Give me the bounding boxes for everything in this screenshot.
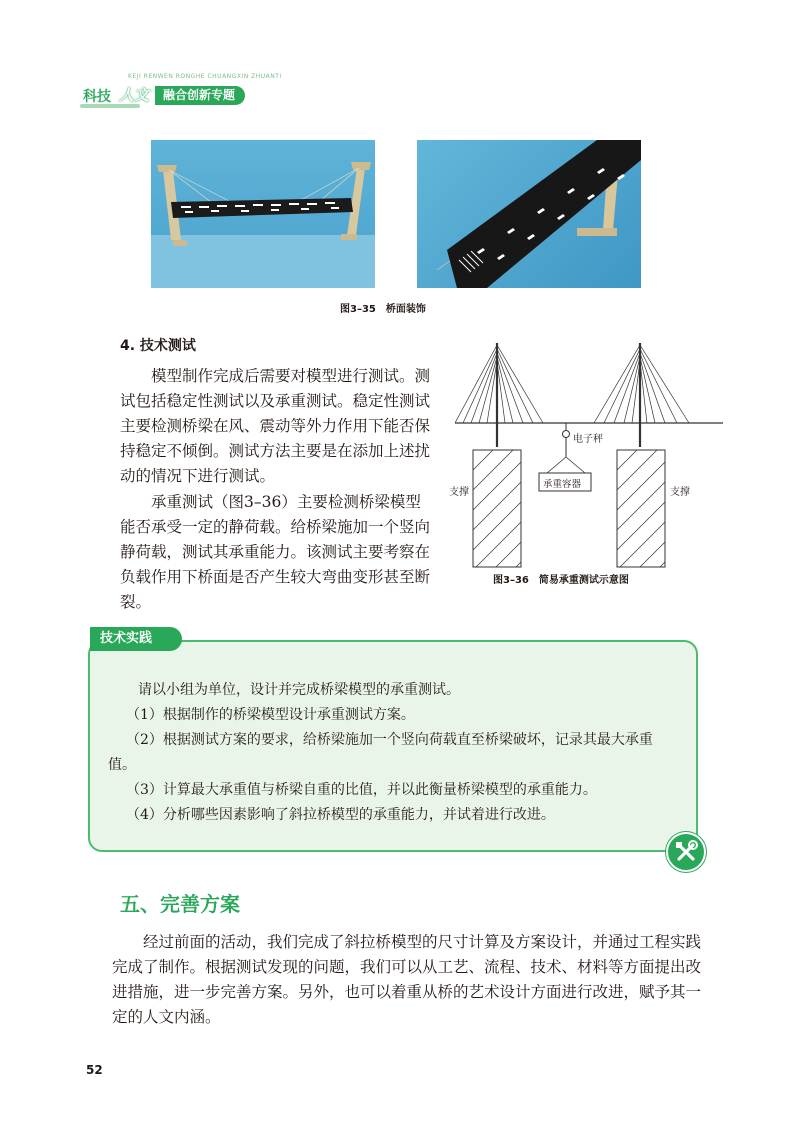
label-electronic-scale: 电子秤 (573, 434, 603, 445)
practice-item-2: （2）根据测试方案的要求，给桥梁施加一个竖向荷载直至桥梁破坏，记录其最大承重值。 (108, 732, 653, 773)
practice-item-1: （1）根据制作的桥梁模型设计承重测试方案。 (126, 707, 415, 723)
section-4-heading: 4. 技术测试 (120, 338, 196, 354)
section-4-paragraph-2: 承重测试（图3–36）主要检测桥梁模型能否承受一定的静荷载。给桥梁施加一个竖向静荷载，测试其承重能力。该测试主要考察在负载作用下桥面是否产生较大弯曲变形甚至断裂。 (120, 493, 431, 611)
label-load-container: 承重容器 (543, 479, 582, 490)
section-5-heading: 五、完善方案 (120, 892, 240, 916)
practice-content (108, 678, 673, 828)
load-test-diagram (449, 335, 723, 570)
label-support-left: 支撑 (449, 487, 469, 498)
bridge-photo-front (151, 140, 375, 288)
header-label-keji: 科技 (83, 89, 111, 105)
page-number: 52 (86, 1063, 103, 1077)
header-band: 融合创新专题 (155, 86, 245, 105)
figure-3-35-caption: 图3–35 桥面装饰 (340, 304, 426, 315)
practice-title: 技术实践 (90, 627, 182, 651)
tools-icon (666, 832, 706, 872)
figure-3-36-caption: 图3–36 简易承重测试示意图 (493, 575, 629, 586)
section-5-paragraph: 经过前面的活动，我们完成了斜拉桥模型的尺寸计算及方案设计，并通过工程实践完成了制作。根据测试发现的问题，我们可以从工艺、流程、技术、材料等方面提出改进措施，进一步完善方案。另外，也可以着重从桥的艺术设计方面进行改进，赋予其一定的人文内涵。 (112, 933, 702, 1026)
bridge-photo-perspective (417, 140, 641, 288)
practice-item-4: （4）分析哪些因素影响了斜拉桥模型的承重能力，并试着进行改进。 (126, 807, 555, 823)
practice-item-3: （3）计算最大承重值与桥梁自重的比值，并以此衡量桥梁模型的承重能力。 (126, 782, 597, 798)
label-support-right: 支撑 (670, 487, 690, 498)
section-4-paragraph-1: 模型制作完成后需要对模型进行测试。测试包括稳定性测试以及承重测试。稳定性测试主要检测桥梁在风、震动等外力作用下能否保持稳定不倾倒。测试方法主要是在添加上述扰动的情况下进行测试。 (120, 367, 431, 485)
header-label-renwen: 人文 (119, 86, 150, 104)
header-pinyin: KEJI RENWEN RONGHE CHUANGXIN ZHUANTI (128, 73, 282, 80)
practice-intro: 请以小组为单位，设计并完成桥梁模型的承重测试。 (138, 682, 460, 698)
